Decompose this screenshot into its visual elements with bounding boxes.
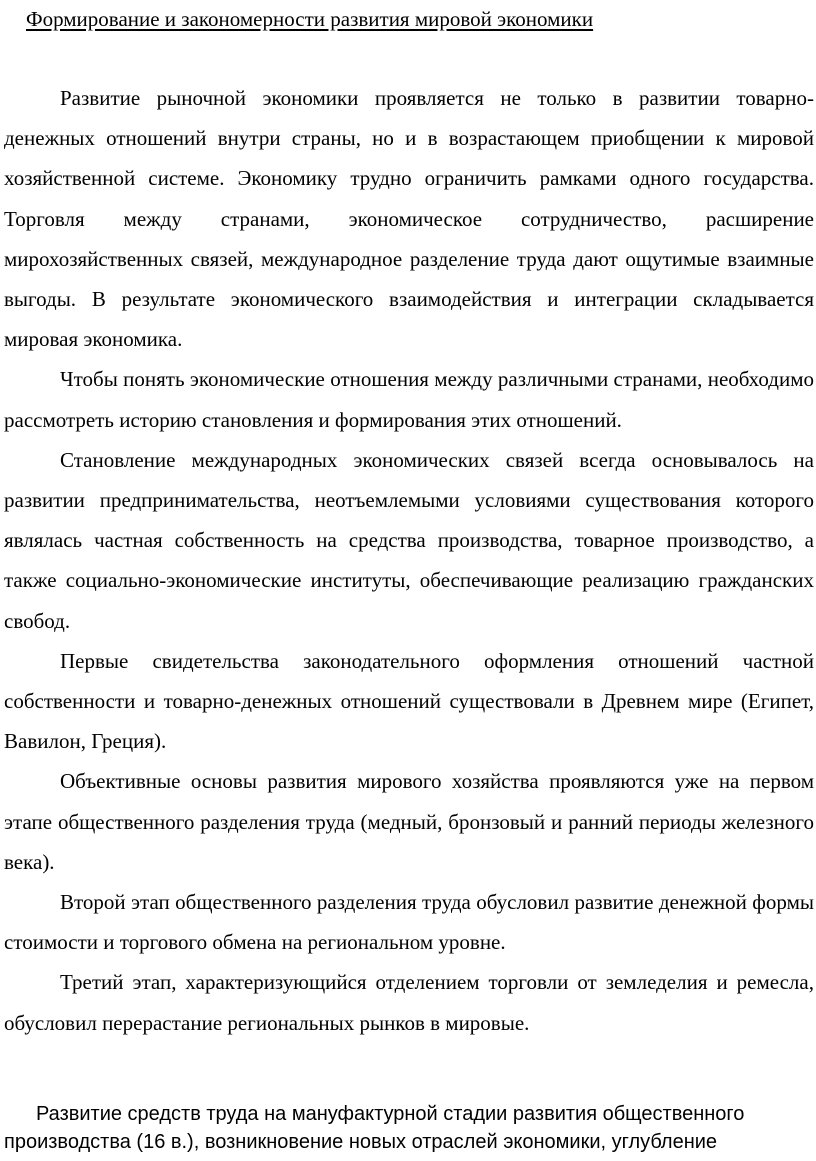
document-body bbox=[4, 78, 814, 1043]
document-title: Формирование и закономерности развития мировой экономики bbox=[26, 7, 594, 31]
paragraph: Первые свидетельства законодательного оформления отношений частной собственности и товарно-денежных отношений существовали в Древнем мире (Египет, Вавилон, Греция). bbox=[4, 648, 814, 754]
paragraph: Развитие рыночной экономики проявляется не только в развитии товарно-денежных отношений внутри страны, но и в возрастающем приобщении к мировой хозяйственной системе. Экономику трудно ограничить рамками одного государства. Торговля между странами, экономическое сотрудничество, расширение мирохозяйственных связей, международное разделение труда дают ощутимые взаимные выгоды. В результате экономического взаимодействия и интеграции складывается мировая экономика. bbox=[4, 86, 814, 352]
paragraph: Чтобы понять экономические отношения между различными странами, необходимо рассмотреть историю становления и формирования этих отношений. bbox=[4, 367, 814, 432]
paragraph: Третий этап, характеризующийся отделением торговли от земледелия и ремесла, обусловил перерастание региональных рынков в мировые. bbox=[4, 970, 814, 1035]
paragraph: Развитие средств труда на мануфактурной стадии развития общественного производства (16 в.), возникновение новых отраслей экономики, углубление bbox=[4, 1103, 745, 1153]
paragraph: Объективные основы развития мирового хозяйства проявляются уже на первом этапе общественного разделения труда (медный, бронзовый и ранний периоды железного века). bbox=[4, 769, 814, 874]
paragraph: Становление международных экономических связей всегда основывалось на развитии предпринимательства, неотъемлемыми условиями существования которого являлась частная собственность на средства производства, товарное производство, а также социально-экономические институты, обеспечивающие реализацию гражданских свобод. bbox=[4, 447, 814, 633]
document-tail bbox=[4, 1100, 816, 1156]
paragraph: Второй этап общественного разделения труда обусловил развитие денежной формы стоимости и торгового обмена на региональном уровне. bbox=[4, 890, 814, 955]
